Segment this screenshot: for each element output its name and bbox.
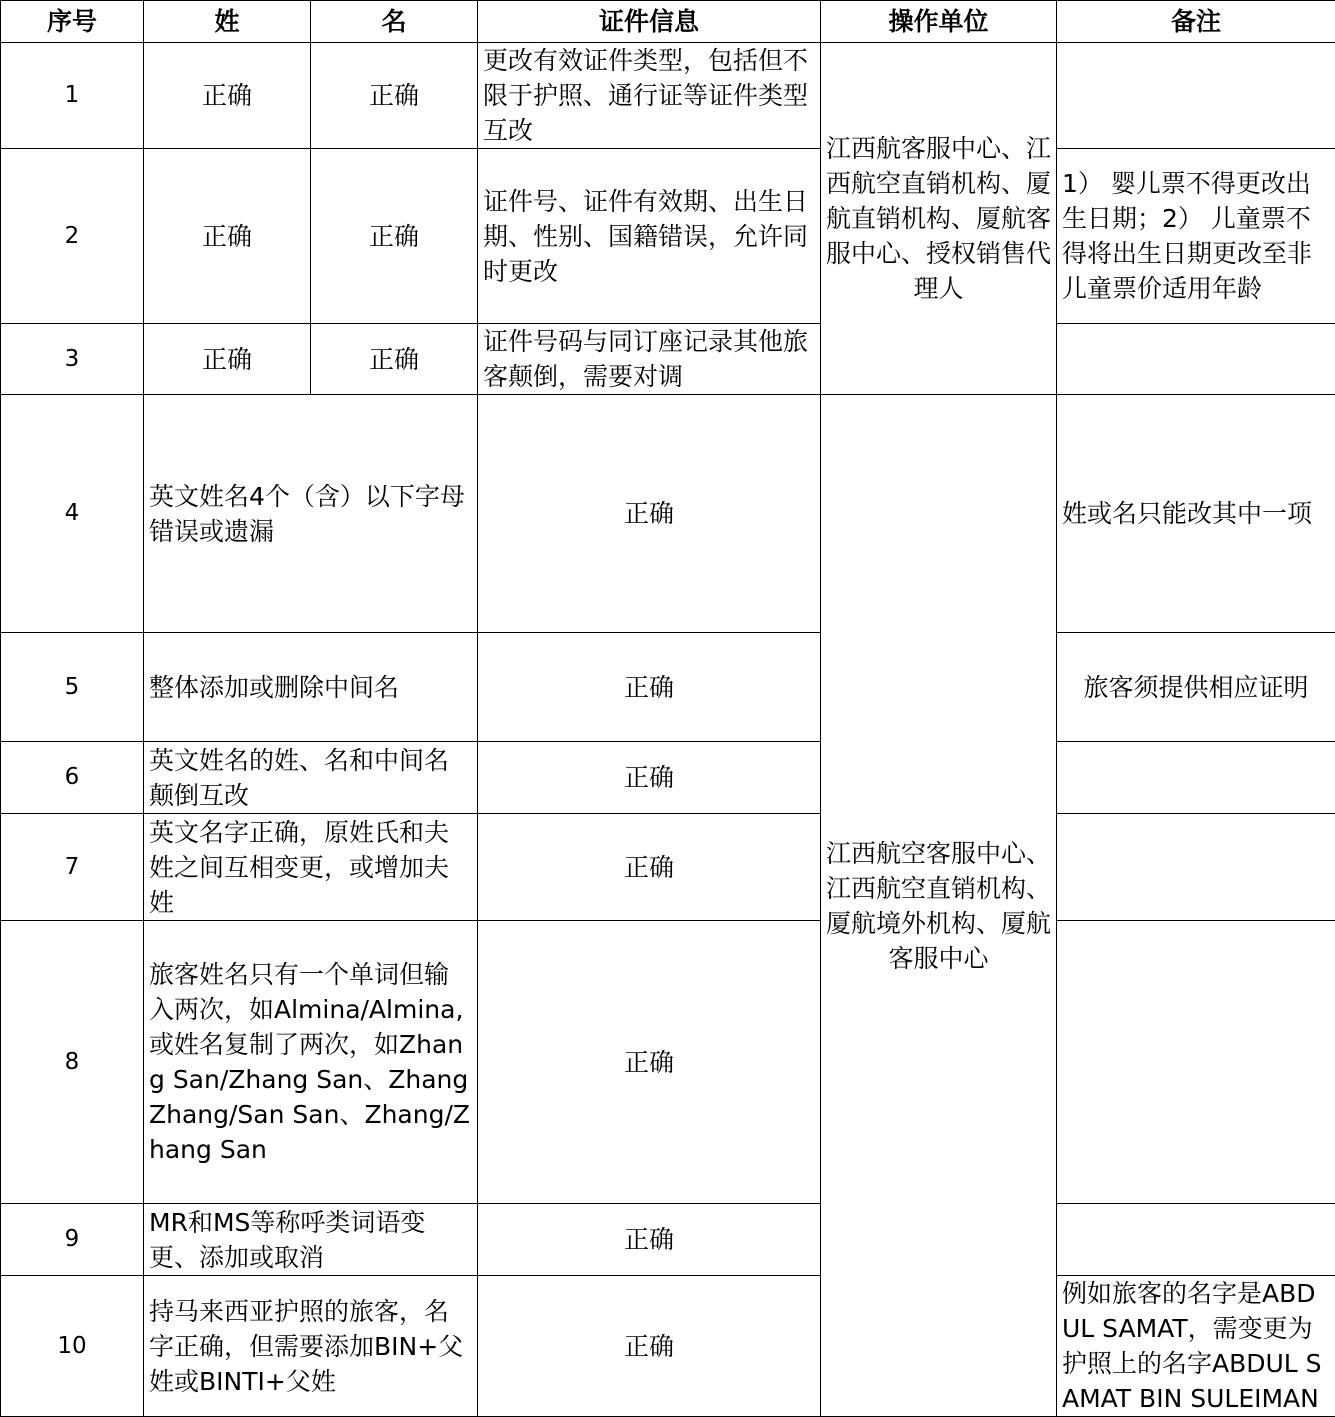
table-row xyxy=(1,43,1335,149)
table-row xyxy=(1,814,1335,921)
row-id-info: 正确 xyxy=(478,633,821,742)
row-name-description: 英文姓名4个（含）以下字母错误或遗漏 xyxy=(144,395,478,633)
row-name-description: 持马来西亚护照的旅客，名字正确，但需要添加BIN+父姓或BINTI+父姓 xyxy=(144,1276,478,1417)
header-row xyxy=(1,1,1335,43)
row-remark: 例如旅客的名字是ABDUL SAMAT，需变更为护照上的名字ABDUL SAMAT BIN SULEIMAN xyxy=(1057,1276,1335,1417)
row-seq: 6 xyxy=(1,742,144,814)
row-remark xyxy=(1057,814,1335,921)
table-row xyxy=(1,324,1335,395)
row-id-info: 证件号码与同订座记录其他旅客颠倒，需要对调 xyxy=(478,324,821,395)
row-id-info: 正确 xyxy=(478,1204,821,1276)
header-id-info: 证件信息 xyxy=(478,1,821,43)
table-row xyxy=(1,149,1335,324)
row-id-info: 正确 xyxy=(478,921,821,1204)
row-id-info: 正确 xyxy=(478,1276,821,1417)
row-name-description: 英文姓名的姓、名和中间名颠倒互改 xyxy=(144,742,478,814)
row-surname: 正确 xyxy=(144,149,311,324)
row-remark xyxy=(1057,742,1335,814)
row-id-info: 证件号、证件有效期、出生日期、性别、国籍错误，允许同时更改 xyxy=(478,149,821,324)
row-id-info: 正确 xyxy=(478,742,821,814)
table-row xyxy=(1,633,1335,742)
row-seq: 9 xyxy=(1,1204,144,1276)
row-given-name: 正确 xyxy=(311,324,478,395)
row-name-description: 整体添加或删除中间名 xyxy=(144,633,478,742)
header-given-name: 名 xyxy=(311,1,478,43)
table-row xyxy=(1,1276,1335,1417)
row-seq: 3 xyxy=(1,324,144,395)
row-name-description: 英文名字正确，原姓氏和夫姓之间互相变更，或增加夫姓 xyxy=(144,814,478,921)
row-name-description: MR和MS等称呼类词语变更、添加或取消 xyxy=(144,1204,478,1276)
row-name-description: 旅客姓名只有一个单词但输入两次，如Almina/Almina,或姓名复制了两次，如Zhang San/Zhang San、Zhang Zhang/San San、Zhang/Zhang San xyxy=(144,921,478,1204)
row-seq: 4 xyxy=(1,395,144,633)
row-remark: 姓或名只能改其中一项 xyxy=(1057,395,1335,633)
table-row xyxy=(1,921,1335,1204)
operator-group-2: 江西航空客服中心、江西航空直销机构、厦航境外机构、厦航客服中心 xyxy=(821,395,1057,1417)
row-given-name: 正确 xyxy=(311,149,478,324)
table-row xyxy=(1,1204,1335,1276)
row-remark xyxy=(1057,43,1335,149)
table-row xyxy=(1,395,1335,633)
row-seq: 10 xyxy=(1,1276,144,1417)
row-surname: 正确 xyxy=(144,324,311,395)
row-id-info: 正确 xyxy=(478,814,821,921)
row-seq: 8 xyxy=(1,921,144,1204)
row-remark: 旅客须提供相应证明 xyxy=(1057,633,1335,742)
row-given-name: 正确 xyxy=(311,43,478,149)
header-surname: 姓 xyxy=(144,1,311,43)
row-id-info: 更改有效证件类型，包括但不限于护照、通行证等证件类型互改 xyxy=(478,43,821,149)
operator-group-1: 江西航客服中心、江西航空直销机构、厦航直销机构、厦航客服中心、授权销售代理人 xyxy=(821,43,1057,395)
row-remark xyxy=(1057,921,1335,1204)
row-seq: 5 xyxy=(1,633,144,742)
row-surname: 正确 xyxy=(144,43,311,149)
row-remark xyxy=(1057,1204,1335,1276)
header-operator: 操作单位 xyxy=(821,1,1057,43)
row-id-info: 正确 xyxy=(478,395,821,633)
row-remark: 1） 婴儿票不得更改出生日期；2） 儿童票不得将出生日期更改至非儿童票价适用年龄 xyxy=(1057,149,1335,324)
row-seq: 1 xyxy=(1,43,144,149)
header-remark: 备注 xyxy=(1057,1,1335,43)
table-row xyxy=(1,742,1335,814)
header-seq: 序号 xyxy=(1,1,144,43)
row-seq: 2 xyxy=(1,149,144,324)
row-remark xyxy=(1057,324,1335,395)
row-seq: 7 xyxy=(1,814,144,921)
